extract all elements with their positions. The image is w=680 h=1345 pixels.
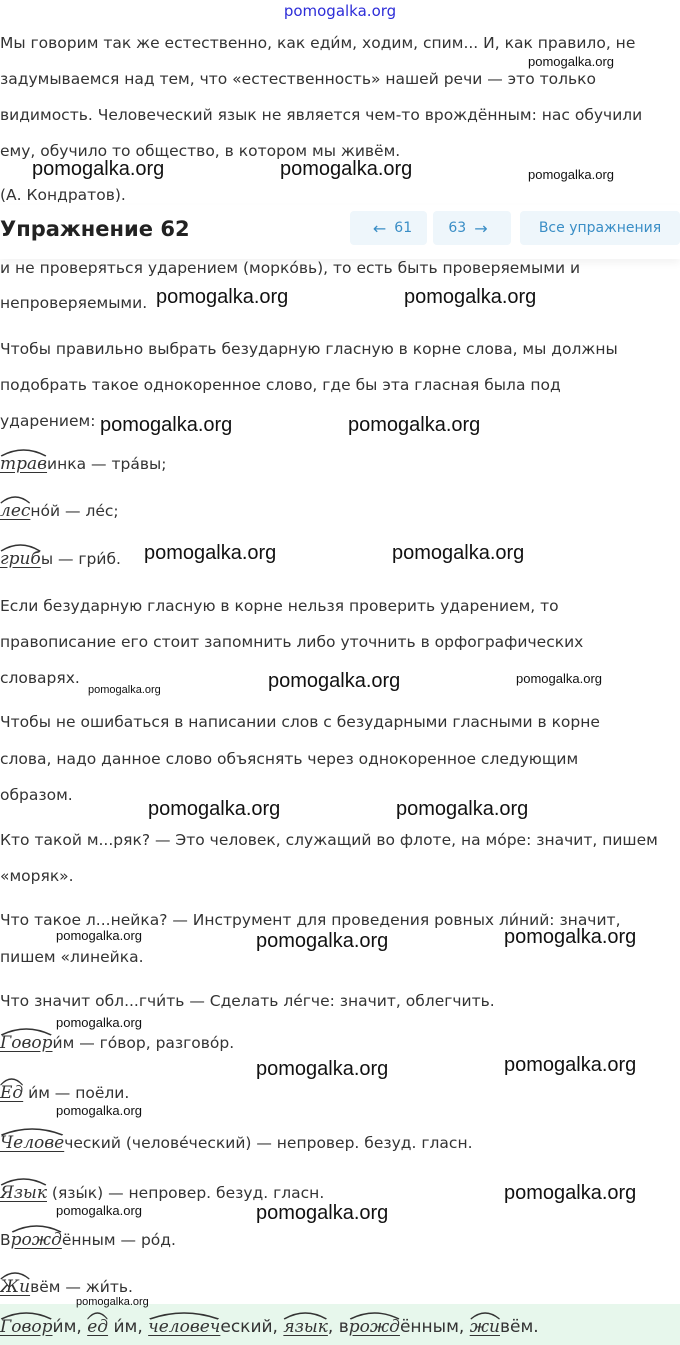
watermark: pomogalka.org [56,1203,142,1218]
word-root [0,454,47,474]
arrow-right-icon: → [474,218,488,238]
text-line: образом. [0,786,73,804]
root-text: рожд [348,1317,400,1337]
root-text: Говор [0,1033,53,1053]
text-line: правописание его стоит запомнить либо уточнить в орфографических [0,633,584,651]
all-exercises-label: Все упражнения [538,220,662,236]
watermark: pomogalka.org [348,414,481,436]
site-link[interactable]: pomogalka.org [283,2,397,20]
word-root [0,1277,30,1297]
text-line: Если безударную гласную в корне нельзя проверить ударением, то [0,597,559,615]
word-analysis-row [0,1133,473,1153]
watermark: pomogalka.org [88,684,161,696]
text-line: непроверяемыми. [0,294,148,312]
watermark: pomogalka.org [528,167,614,182]
example-text: инка — тра́вы; [47,455,167,473]
word-root [0,1183,47,1203]
text-line: подобрать такое однокоренное слово, где бы эта гласная была под [0,376,561,394]
text-line: Кто такой м...ряк? — Это человек, служащий во флоте, на мо́ре: значит, пишем [0,831,658,849]
answer-text: вём. [499,1317,539,1337]
root-text: гриб [0,549,41,569]
root-text: жи [469,1317,500,1337]
word-root [148,1317,220,1337]
text-line: Чтобы правильно выбрать безударную гласную в корне слова, мы должны [0,340,618,358]
intro-line: Мы говорим так же естественно, как еди́м, ходим, спим... И, как правило, не [0,34,636,52]
analysis-text: и́м — го́вор, разгово́р. [52,1034,235,1052]
intro-line: задумываемся над тем, что «естественность» нашей речи — это только [0,70,597,88]
word-analysis-row [0,1083,129,1103]
prev-exercise-button[interactable] [350,211,427,245]
watermark: pomogalka.org [504,1182,637,1204]
word-root [0,549,41,569]
text-line: пишем «линейка. [0,948,144,966]
answer-text: ённым, [399,1317,465,1337]
prefix-text: в [338,1317,349,1337]
prev-exercise-label: 61 [394,220,413,236]
arrow-left-icon: ← [372,218,387,238]
root-text: трав [0,454,48,474]
text-line: словарях. [0,669,80,687]
root-text: Ед [0,1083,24,1103]
text-line: Что значит обл...гчи́ть — Сделать ле́гче: значит, облегчить. [0,992,495,1010]
prefix-text: В [0,1231,11,1249]
word-root [283,1317,328,1337]
word-root [0,1317,53,1337]
word-root [349,1317,400,1337]
root-text: лес [0,501,31,521]
watermark: pomogalka.org [56,928,142,943]
example-row [0,454,166,474]
watermark: pomogalka.org [280,158,413,180]
answer-text: и́м, [113,1317,143,1337]
example-row [0,549,121,569]
analysis-text: ческий (челове́ческий) — непровер. безуд. гласн. [64,1134,473,1152]
watermark: pomogalka.org [256,1058,389,1080]
root-text: язык [283,1317,328,1337]
text-line: ударением: [0,412,96,430]
root-text: Говор [0,1317,53,1337]
all-exercises-button[interactable] [520,211,680,245]
intro-line: ему, обучило то общество, в котором мы живём. [0,142,401,160]
text-line: слова, надо данное слово объяснять через однокоренное следующим [0,750,579,768]
answer-text: и́м, [52,1317,82,1337]
watermark: pomogalka.org [268,670,401,692]
watermark: pomogalka.org [256,1202,389,1224]
root-text: ед [87,1317,109,1337]
word-analysis-row [0,1183,324,1203]
word-analysis-row [0,1230,176,1250]
word-root [0,1033,53,1053]
exercise-header [0,205,680,259]
watermark: pomogalka.org [32,158,165,180]
watermark: pomogalka.org [56,1103,142,1118]
word-root [470,1317,500,1337]
intro-line: видимость. Человеческий язык не является чем-то врождённым: нас обучили [0,106,643,124]
example-text: ы — гри́б. [40,550,121,568]
watermark: pomogalka.org [56,1015,142,1030]
answer-text: , [327,1317,334,1337]
watermark: pomogalka.org [396,798,529,820]
root-text: рожд [10,1230,62,1250]
watermark: pomogalka.org [100,414,233,436]
example-text: но́й — ле́с; [30,502,119,520]
text-line: Чтобы не ошибаться в написании слов с безударными гласными в корне [0,713,600,731]
word-analysis-row [0,1277,133,1297]
analysis-text: вём — жи́ть. [30,1278,133,1296]
watermark: pomogalka.org [404,286,537,308]
word-root [11,1230,62,1250]
intro-author: (А. Кондратов). [0,186,126,204]
text-line: и не проверяться ударением (морко́вь), то есть быть проверяемыми и [0,259,581,277]
watermark: pomogalka.org [256,930,389,952]
example-row [0,501,119,521]
watermark: pomogalka.org [504,1054,637,1076]
root-text: Язык [0,1183,47,1203]
answer-line [0,1317,539,1337]
watermark: pomogalka.org [516,671,602,686]
next-exercise-button[interactable] [433,211,511,245]
watermark: pomogalka.org [504,926,637,948]
text-line: «моряк». [0,867,74,885]
word-root [0,501,30,521]
text-line: Что такое л...нейка? — Инструмент для проведения ровных ли́ний: значит, [0,911,621,929]
watermark: pomogalka.org [144,542,277,564]
word-root [0,1083,23,1103]
watermark: pomogalka.org [528,54,614,69]
watermark: pomogalka.org [156,286,289,308]
answer-text: еский, [220,1317,278,1337]
analysis-text: ённым — ро́д. [61,1231,176,1249]
watermark: pomogalka.org [76,1296,149,1308]
next-exercise-label: 63 [448,220,467,236]
watermark: pomogalka.org [392,542,525,564]
root-text: человеч [148,1317,221,1337]
word-root [0,1133,64,1153]
analysis-text: и́м — поёли. [23,1084,130,1102]
root-text: Челове [0,1133,65,1153]
analysis-text: (язы́к) — непровер. безуд. гласн. [47,1184,325,1202]
exercise-title: Упражнение 62 [0,217,190,241]
word-analysis-row [0,1033,234,1053]
root-text: Жи [0,1277,31,1297]
watermark: pomogalka.org [148,798,281,820]
word-root [87,1317,108,1337]
